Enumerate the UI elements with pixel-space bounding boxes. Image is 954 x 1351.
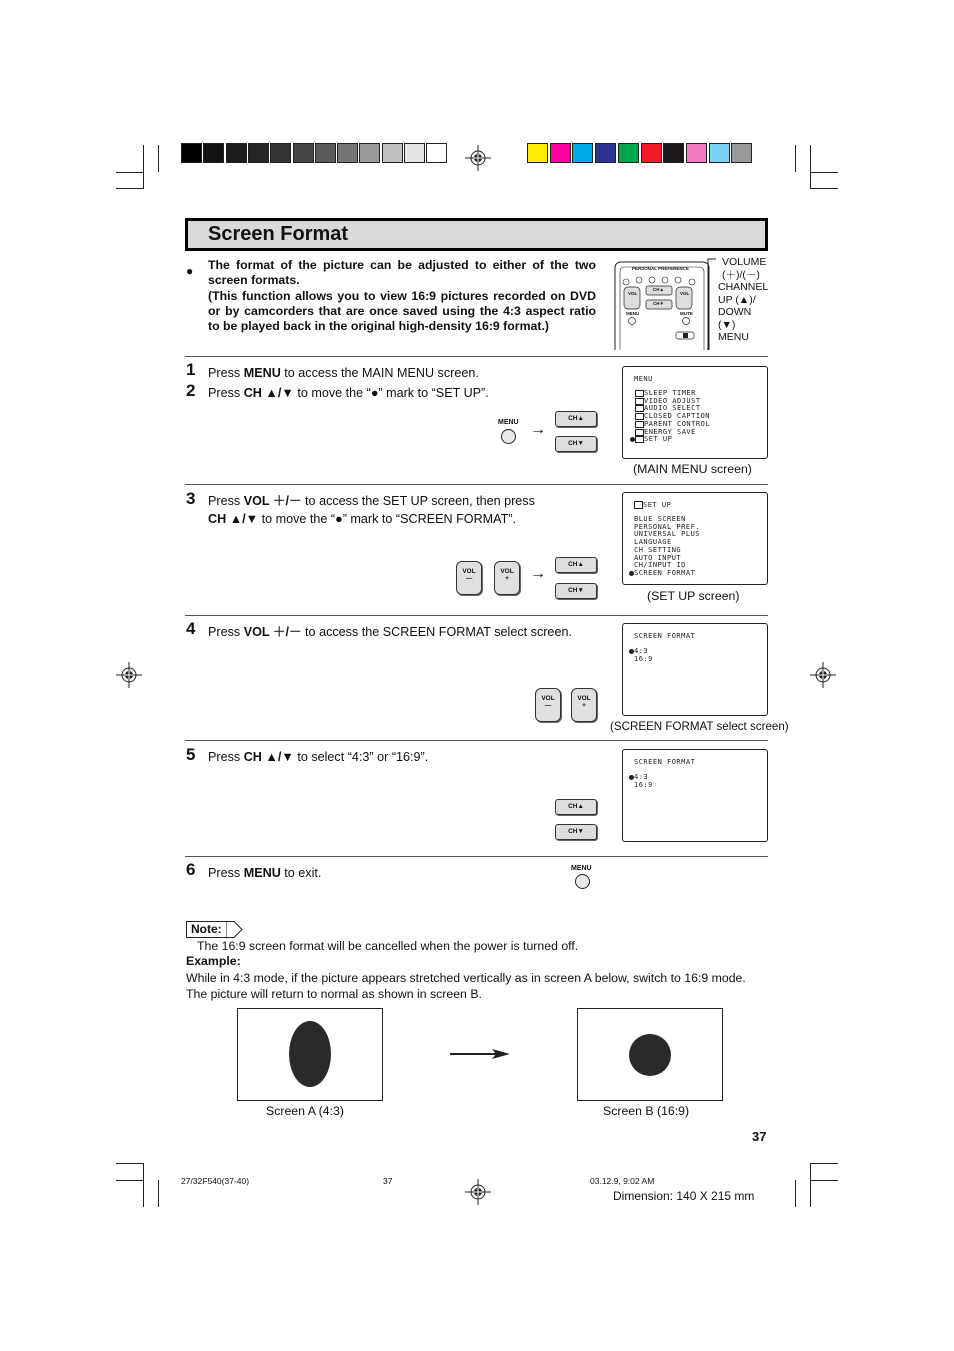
screen-title: SET UP	[643, 501, 672, 509]
channel-label: CHANNEL	[718, 281, 769, 293]
ch-down-button[interactable]: CH▼	[555, 436, 597, 452]
list-item: SCREEN FORMAT	[634, 568, 696, 577]
menu-item-icon	[635, 436, 644, 443]
vol-plus-button[interactable]: VOL +	[494, 561, 520, 595]
crop-mark	[795, 1180, 796, 1207]
step-5-text: Press CH ▲/▼ to select “4:3” or “16:9”.	[208, 750, 429, 764]
setup-screen	[622, 492, 768, 585]
menu-button[interactable]	[501, 429, 516, 444]
ch-down-button[interactable]: CH▼	[555, 824, 597, 840]
ch-up-button[interactable]: CH▲	[555, 411, 597, 427]
channel-up-label: UP (▲)/	[718, 293, 756, 306]
crop-mark	[143, 145, 144, 189]
screen-format-select-screen	[622, 749, 768, 842]
color-swatch	[382, 143, 403, 163]
menu-item-label: SET UP	[644, 435, 673, 444]
screen-b-frame	[577, 1008, 723, 1101]
vol-minus-button[interactable]: VOL —	[535, 688, 561, 722]
example-text: While in 4:3 mode, if the picture appears stretched vertically as in screen A below, switch to 16:9 mode. The picture will return to normal as shown in screen B.	[186, 971, 746, 1001]
screen-title: SCREEN FORMAT	[634, 758, 696, 766]
menu-button-label: MENU	[498, 419, 519, 426]
setup-caption: (SET UP screen)	[647, 589, 740, 603]
vol-plus-button[interactable]: VOL +	[571, 688, 597, 722]
divider	[185, 856, 768, 857]
menu-item-icon	[635, 421, 644, 428]
list-item: BLUE SCREEN	[634, 515, 686, 523]
color-swatch	[618, 143, 639, 163]
page-number: 37	[752, 1129, 767, 1144]
color-swatch	[181, 143, 202, 163]
volume-sign-label: (＋)/(－)	[722, 268, 760, 281]
menu-item-label: CLOSED CAPTION	[644, 412, 711, 421]
color-swatch	[270, 143, 291, 163]
menu-item-label: SLEEP TIMER	[644, 389, 696, 397]
volume-label: VOLUME	[722, 256, 767, 268]
screen-b-caption: Screen B (16:9)	[603, 1104, 690, 1118]
step-4-text: Press VOL ＋/－ to access the SCREEN FORMAT select screen.	[208, 625, 572, 639]
ch-up-button[interactable]: CH▲	[555, 557, 597, 573]
color-swatch	[226, 143, 247, 163]
divider	[185, 484, 768, 485]
crop-mark	[810, 1180, 838, 1181]
menu-item-label: ENERGY SAVE	[644, 427, 696, 436]
registration-mark-icon	[116, 662, 142, 688]
main-menu-caption: (MAIN MENU screen)	[633, 462, 752, 476]
menu-item-icon	[635, 405, 644, 412]
menu-item-label: PARENT CONTROL	[644, 419, 711, 428]
registration-mark-icon	[465, 1179, 491, 1205]
crop-mark	[795, 145, 796, 172]
color-swatch	[315, 143, 336, 163]
remote-callout-labels	[718, 256, 768, 344]
arrow-right-icon: →	[530, 565, 546, 582]
step-number: 6	[186, 860, 196, 879]
list-item: UNIVERSAL PLUS	[634, 530, 701, 539]
crop-mark	[116, 172, 143, 173]
menu-item-icon	[635, 429, 644, 436]
crop-mark	[158, 145, 159, 172]
remote-vol-plus: VOL	[680, 291, 690, 296]
menu-item-icon	[635, 390, 644, 397]
menu-button-label: MENU	[571, 865, 592, 872]
ch-down-button[interactable]: CH▼	[555, 583, 597, 599]
footer-file: 27/32F540(37-40)	[181, 1176, 250, 1186]
crop-mark	[158, 1180, 159, 1207]
color-swatch	[595, 143, 616, 163]
step-1-text: Press MENU to access the MAIN MENU screen.	[208, 366, 479, 380]
list-item: CH/INPUT ID	[634, 561, 686, 570]
color-swatch	[293, 143, 314, 163]
intro-note: (This function allows you to view 16:9 pictures recorded on DVD or by camcorders that are once saved using the 4:3 aspect ratio to be played back in the original high-density 16:9 format.)	[208, 289, 596, 333]
color-swatch	[337, 143, 358, 163]
crop-mark	[143, 1163, 144, 1207]
menu-item-icon	[634, 501, 643, 509]
remote-ch-up: CH▲	[653, 287, 664, 292]
color-swatch	[527, 143, 548, 163]
list-item: 4:3	[634, 647, 649, 655]
divider	[185, 356, 768, 357]
section-title-bar	[185, 218, 768, 251]
divider	[185, 615, 768, 616]
selection-dot-icon	[629, 571, 634, 576]
page-title: Screen Format	[208, 223, 349, 245]
stretched-circle-shape	[289, 1021, 331, 1087]
crop-mark	[810, 188, 838, 189]
step-2-text: Press CH ▲/▼ to move the “●” mark to “SET UP”.	[208, 386, 489, 400]
color-swatch	[709, 143, 730, 163]
remote-mute-label: MUTE	[680, 311, 693, 316]
list-item: 16:9	[634, 780, 653, 789]
step-3-text: Press VOL ＋/－ to access the SET UP screen, then press CH ▲/▼ to move the “●” mark to “SCREEN FORMAT”.	[208, 494, 535, 526]
color-swatch	[426, 143, 447, 163]
crop-mark	[116, 188, 143, 189]
menu-item-icon	[635, 413, 644, 420]
color-swatch	[203, 143, 224, 163]
divider	[185, 740, 768, 741]
arrow-head-icon	[492, 1049, 510, 1059]
screen-title: SCREEN FORMAT	[634, 632, 696, 640]
step-number: 2	[186, 381, 196, 400]
color-swatch	[359, 143, 380, 163]
step-number: 4	[186, 619, 196, 638]
registration-mark-icon	[810, 662, 836, 688]
crop-mark	[116, 1180, 143, 1181]
bullet-icon: ●	[186, 264, 194, 278]
menu-item-label: VIDEO ADJUST	[644, 396, 701, 405]
remote-illustration	[612, 258, 712, 350]
color-swatch	[572, 143, 593, 163]
crop-mark	[116, 1163, 143, 1164]
list-item: PERSONAL PREF.	[634, 522, 701, 531]
screen-a-caption: Screen A (4:3)	[266, 1104, 344, 1118]
example-label: Example:	[186, 954, 241, 968]
color-swatch	[641, 143, 662, 163]
list-item: 4:3	[634, 773, 649, 781]
intro-text: The format of the picture can be adjusted to either of the two screen formats.	[208, 258, 596, 287]
main-menu-screen	[622, 366, 768, 459]
crop-mark	[810, 1163, 838, 1164]
screen-a-frame	[237, 1008, 383, 1101]
screen-title: MENU	[634, 375, 653, 383]
footer-date: 03.12.9, 9:02 AM	[590, 1176, 655, 1186]
list-item: AUTO INPUT	[634, 553, 682, 562]
note-arrow-icon	[226, 921, 244, 938]
color-swatch	[731, 143, 752, 163]
format-select-caption: (SCREEN FORMAT select screen)	[610, 720, 789, 733]
color-swatch	[663, 143, 684, 163]
remote-ch-down: CH▼	[653, 301, 664, 306]
crop-mark	[810, 172, 838, 173]
menu-button[interactable]	[575, 874, 590, 889]
crop-mark	[810, 1163, 811, 1207]
list-item: 16:9	[634, 654, 653, 663]
step-number: 3	[186, 489, 196, 508]
note-label: Note:	[186, 921, 227, 938]
footer-dimension: Dimension: 140 X 215 mm	[613, 1189, 755, 1203]
normal-circle-shape	[629, 1034, 671, 1076]
list-item: CH SETTING	[634, 545, 682, 554]
ch-up-button[interactable]: CH▲	[555, 799, 597, 815]
menu-label: MENU	[718, 331, 749, 343]
color-swatch	[248, 143, 269, 163]
note-text: The 16:9 screen format will be cancelled when the power is turned off.	[197, 939, 579, 953]
step-number: 1	[186, 360, 196, 379]
color-swatch	[550, 143, 571, 163]
remote-vol-minus: VOL	[628, 291, 638, 296]
remote-callout-bracket	[704, 258, 718, 350]
footer-page-ref: 37	[383, 1176, 393, 1186]
crop-mark	[810, 145, 811, 189]
step-6-text: Press MENU to exit.	[208, 866, 322, 880]
color-swatch	[404, 143, 425, 163]
channel-down-label: DOWN (▼)	[718, 306, 752, 331]
screen-format-select-screen	[622, 623, 768, 716]
remote-pref-label: PERSONAL PREFERENCE	[632, 266, 689, 271]
remote-menu-label: MENU	[626, 311, 640, 316]
list-item: LANGUAGE	[634, 538, 672, 547]
registration-mark-icon	[465, 145, 491, 171]
menu-item-label: AUDIO SELECT	[644, 404, 701, 413]
selection-dot-icon	[629, 775, 634, 780]
color-swatch	[686, 143, 707, 163]
step-number: 5	[186, 745, 196, 764]
arrow-right-icon: →	[530, 421, 546, 438]
vol-minus-button[interactable]: VOL —	[456, 561, 482, 595]
menu-item-icon	[635, 398, 644, 405]
selection-dot-icon	[629, 649, 634, 654]
